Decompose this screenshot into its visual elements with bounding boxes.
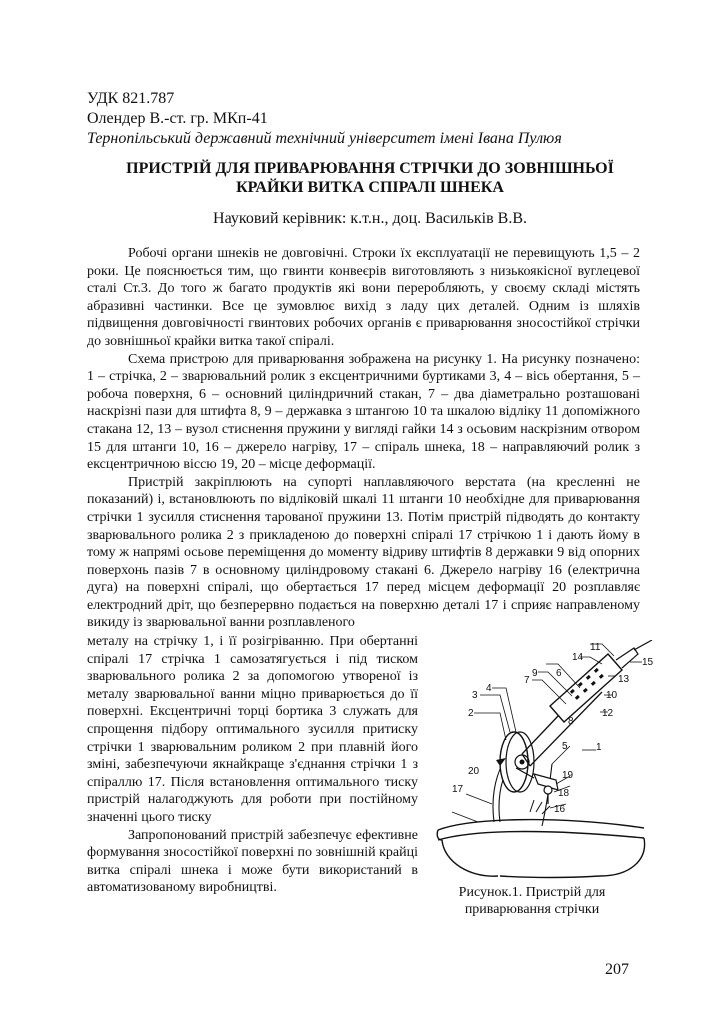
column-paragraph-1: металу на стрічку 1, і її розігріванню. При обертанні спіралі 17 стрічка 1 самозатягується і під тиском зварювального ролика 2 за допомогою утвореної із металу зварювальної ванни міцно приварюється до її поверхні. Ексцентричні торці бортика 3 служать для спрощення підбору оптимального зусилля притиску стрічки 1 зварювальним роликом 2 при плавній його зміні, забезпечуючи якнайкраще з'єднання стрічки 1 з спіраллю 17. Після встановлення оптимального тиску пристрій налагоджують для роботи при постійному значенні цього тиску <box>87 634 418 825</box>
label-3: 3 <box>472 690 478 701</box>
column-text <box>87 633 418 897</box>
label-2: 2 <box>468 708 474 719</box>
label-15: 15 <box>642 657 654 668</box>
paper-title <box>80 159 660 197</box>
label-4: 4 <box>486 683 492 694</box>
author-line: Олендер В.-ст. гр. МКп-41 <box>87 110 268 127</box>
label-8: 8 <box>568 716 574 727</box>
figure-caption-line-1: Рисунок.1. Пристрій для <box>458 885 606 900</box>
device-figure <box>430 640 662 884</box>
label-13: 13 <box>618 674 630 685</box>
scientific-advisor: Науковий керівник: к.т.н., доц. Васильків В.В. <box>213 210 527 227</box>
label-18: 18 <box>558 788 570 799</box>
label-20: 20 <box>468 766 480 777</box>
column-paragraph-2: Запропонований пристрій забезпечує ефективне формування зносостійкої поверхні по зовнішній крайці витка спіралі шнека і може бути використаний в автоматизованому виробництві. <box>87 827 419 896</box>
figure-caption-line-2: приварювання стрічки <box>464 902 600 917</box>
label-7: 7 <box>524 675 530 686</box>
label-14: 14 <box>572 652 584 663</box>
label-10: 10 <box>606 690 618 701</box>
label-1: 1 <box>596 742 602 753</box>
paragraph-3: Пристрій закріплюють на супорті наплавляючого верстата (на кресленні не показаний) і, встановлюють по відліковій шкалі 11 штанги 10 необхідне для приварювання стрічки 1 зусилля стиснення тарованої пружини 13. Потім пристрій підводять до контакту зварювального ролика 2 з прикладеною до поверхні спіралі 17 стрічкою 1 і дають йому в тому ж напрямі осьове переміщення до моменту відриву штифтів 8 державки 9 від опорних поверхонь пазів 7 в основному циліндровому стакані 6. Джерело нагріву 16 (електрична дуга) на поверхні спіралі, що обертається 17 перед місцем деформації 20 розплавляє електродний дріт, що безперервно подається на поверхню деталі 17 і сприяє направленому викиду із зварювальної ванни розплавленого <box>87 474 640 631</box>
figure-caption <box>426 884 638 918</box>
paragraph-1: Робочі органи шнеків не довговічні. Строки їх експлуатації не перевищують 1,5 – 2 роки. Це пояснюється тим, що гвинти конвеєрів виготовляють з низькоякісної вуглецевої сталі Ст.3. До того ж багато продуктів які вони переробляють, у своєму складі містять абразивні частинки. Все це зумовлює вихід з ладу цих деталей. Одним із шляхів підвищення довговічності гвинтових робочих органів є приварювання зносостійкої стрічки до зовнішньої крайки витка такої спіралі. <box>87 246 640 349</box>
label-19: 19 <box>562 770 574 781</box>
page-number: 207 <box>605 961 629 978</box>
body-text <box>87 245 640 632</box>
paper-title-line-2: КРАЙКИ ВИТКА СПІРАЛІ ШНЕКА <box>236 179 504 196</box>
paper-title-line-1: ПРИСТРІЙ ДЛЯ ПРИВАРЮВАННЯ СТРІЧКИ ДО ЗОВНІШНЬОЇ <box>126 160 614 177</box>
paragraph-2: Схема пристрою для приварювання зображена на рисунку 1. На рисунку позначено: 1 – стрічка, 2 – зварювальний ролик з ексцентричними буртиками 3, 4 – вісь обертання, 5 – робоча поверхня, 6 – основний циліндричний стакан, 7 – два діаметрально розташовані наскрізні пази для штифта 8, 9 – державка з штангою 10 та шкалою відліку 11 допоміжного стакана 12, 13 – вузол стиснення пружини у вигляді гайки 14 з осьовим наскрізним отвором 15 для штанги 10, 16 – джерело нагріву, 17 – спіраль шнека, 18 – направляючий ролик з ексцентричною віссю 19, 20 – місце деформації. <box>87 351 640 473</box>
label-16: 16 <box>554 804 566 815</box>
label-17: 17 <box>452 784 464 795</box>
main-cup <box>550 640 652 722</box>
label-9: 9 <box>532 668 538 679</box>
device-drawing <box>430 640 662 884</box>
university-line: Тернопільський державний технічний університет імені Івана Пулюя <box>87 130 562 147</box>
label-12: 12 <box>602 708 614 719</box>
label-6: 6 <box>556 668 562 679</box>
label-11: 11 <box>590 642 601 653</box>
label-5: 5 <box>562 741 568 752</box>
auger-spiral <box>437 820 644 878</box>
udk-code: УДК 821.787 <box>87 90 175 107</box>
